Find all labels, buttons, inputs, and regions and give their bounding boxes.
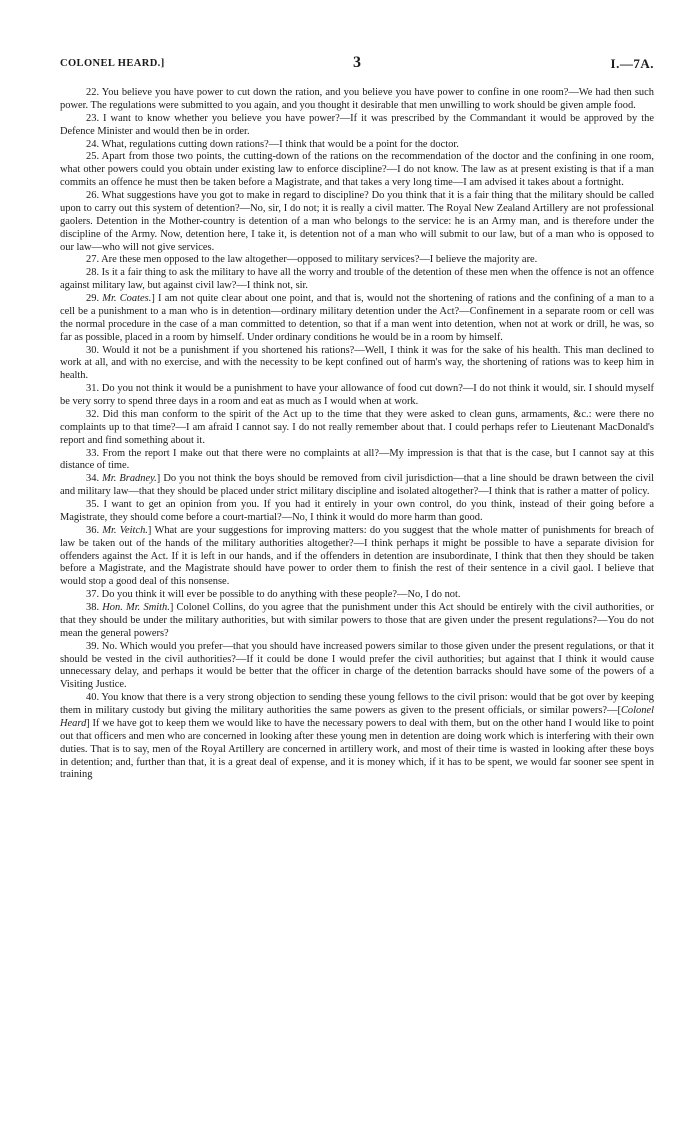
document-reference: I.—7A. bbox=[610, 56, 654, 71]
paragraph-37: 37. Do you think it will ever be possible to do anything with these people?—No, I do not. bbox=[86, 589, 461, 601]
paragraph-29: 29. Mr. Coates.] I am not quite clear about one point, and that is, would not the shortening of rations and the confining of a man to a cell be a punishment to a man who is in detention—ordinary military detention under the Act?—Confinement in a separate room or cell was the normal procedure in the case of a man committed to detention, so that if a man went into detention, when not at work or drill, he was, so far as possible, placed in a room by himself. Under ordinary conditions he would be in a room by himself. bbox=[60, 293, 655, 343]
paragraph-40: 40. You know that there is a very strong objection to sending these young fellows to the civil prison: would that be got over by keeping them in military custody but giving the military authorities the same powers as given to the present officials, or similar powers?—[Colonel Heard] If we have got to keep them we would like to have the necessary powers to deal with them, but on the other hand I would like to point out that officers and men who are concerned in looking after these young men in detention are doing work which is interfering with their own duties. That is to say, men of the Royal Artillery are concerned in artillery work, and most of their time is wasted in looking after these boys in detention; and, further than that, it is a great deal of expense, and it is money which, if it has to be spent, we would far sooner see spent in training bbox=[60, 692, 654, 781]
paragraph-26: 26. What suggestions have you got to make in regard to discipline? Do you think that it is a fair thing that the military should be called upon to carry out this system of detention?—No, sir, I do not; it is really a civil matter. The Royal New Zealand Artillery are not professional gaolers. Detention in the Mother-country is detention of a man who belongs to the service: he is an Army man, and is therefore under the discipline of the Army. Now, detention here, I take it, is detention not of a man who will submit to our law, but of a man who is opposed to our law—who will not give services. bbox=[60, 190, 654, 253]
paragraph-22: 22. You believe you have power to cut down the ration, and you believe you have power to confine in one room?—We had then such power. The regulations were submitted to you again, and you thought it desirable that men unwilling to work should be given ample food. bbox=[60, 87, 654, 111]
speaker-name: Hon. Mr. Smith. bbox=[102, 602, 170, 613]
speaker-name: Colonel Heard bbox=[60, 705, 654, 729]
paragraph-30: 30. Would it not be a punishment if you shortened his rations?—Well, I think it was for the sake of his health. This man declined to work at all, and with no exercise, and with the necessity to be kept confined out of harm's way, the shortening of rations was to keep him in health. bbox=[60, 344, 654, 382]
paragraph-36: 36. Mr. Veitch.] What are your suggestions for improving matters: do you suggest that the whole matter of punishments for breach of law be taken out of the hands of the military authorities altogether?—I think perhaps it might be possible to have a separate division for offenders against the Act. If it is left in our hands, and if the offenders in detention are insubordinate, I think that then they should be taken before a Magistrate, and the Magistrate should have power to order them to finish the rest of their sentence in a civil gaol. I believe that would stop a good deal of this nonsense. bbox=[60, 524, 654, 588]
paragraph-39: 39. No. Which would you prefer—that you should have increased powers similar to those given under the present regulations, or that it should be vested in the civil authorities?—If it could be done I would prefer the civil authorities; but against that I think it would cause unnecessary delay, and perhaps it would be better that the officer in charge of the detention barracks should have some of the powers of a Visiting Justice. bbox=[60, 640, 654, 691]
paragraph-32: 32. Did this man conform to the spirit of the Act up to the time that they were asked to clean guns, armaments, &c.: were there no complaints up to that time?—I am afraid I cannot say. I do not really remember about that. I could perhaps refer to Lieutenant MacDonald's report and find something about it. bbox=[60, 408, 654, 446]
paragraph-35: 35. I want to get an opinion from you. If you had it entirely in your own control, do you think, instead of their going before a Magistrate, they should come before a court-martial?—No, I think it would do more harm than good. bbox=[60, 499, 654, 523]
speaker-name: Mr. Coates. bbox=[102, 293, 152, 304]
paragraph-23: 23. I want to know whether you believe you have power?—If it was prescribed by the Commandant it would be approved by the Defence Minister and would then be in order. bbox=[60, 112, 654, 137]
page-number: 3 bbox=[353, 54, 361, 71]
body-text bbox=[60, 87, 654, 782]
paragraph-25: 25. Apart from those two points, the cutting-down of the rations on the recommendation of the doctor and the confining in one room, what other powers could you obtain under existing law to enforce discipline?—I do not know. The law as at present existing is that if a man commits an offence he must then be taken before a Magistrate, and that takes a very long time—I am advised it takes about a fortnight. bbox=[60, 151, 654, 189]
paragraph-38: 38. Hon. Mr. Smith.] Colonel Collins, do you agree that the punishment under this Act should be entirely with the civil authorities, or that they should be under the military authorities, but with similar powers to those that are given under the present regulations?—You do not mean the general powers? bbox=[60, 602, 655, 639]
paragraph-28: 28. Is it a fair thing to ask the military to have all the worry and trouble of the detention of these men when the offence is not an offence against military law, but against civil law?—I think not, sir. bbox=[60, 267, 654, 292]
speaker-name: Mr. Bradney. bbox=[102, 473, 157, 485]
speaker-name: Mr. Veitch. bbox=[102, 524, 148, 536]
paragraph-24: 24. What, regulations cutting down rations?—I think that would be a point for the doctor. bbox=[86, 138, 459, 150]
paragraph-33: 33. From the report I make out that there were no complaints at all?—My impression is that that is the case, but I cannot say at this distance of time. bbox=[60, 447, 654, 472]
paragraph-31: 31. Do you not think it would be a punishment to have your allowance of food cut down?—I do not think it would, sir. I should myself be very sorry to spend three days in a room and eat as much as I would when at work. bbox=[60, 383, 654, 407]
paragraph-27: 27. Are these men opposed to the law altogether—opposed to military services?—I believe the majority are. bbox=[86, 254, 538, 266]
header-witness-name: COLONEL HEARD.] bbox=[60, 58, 165, 69]
page-header bbox=[60, 56, 654, 76]
paragraph-34: 34. Mr. Bradney.] Do you not think the boys should be removed from civil jurisdiction—that a line should be drawn between the civil and military law—that they should be placed under strict military discipline and isolated altogether?—I think that is rather a matter of policy. bbox=[60, 473, 654, 498]
